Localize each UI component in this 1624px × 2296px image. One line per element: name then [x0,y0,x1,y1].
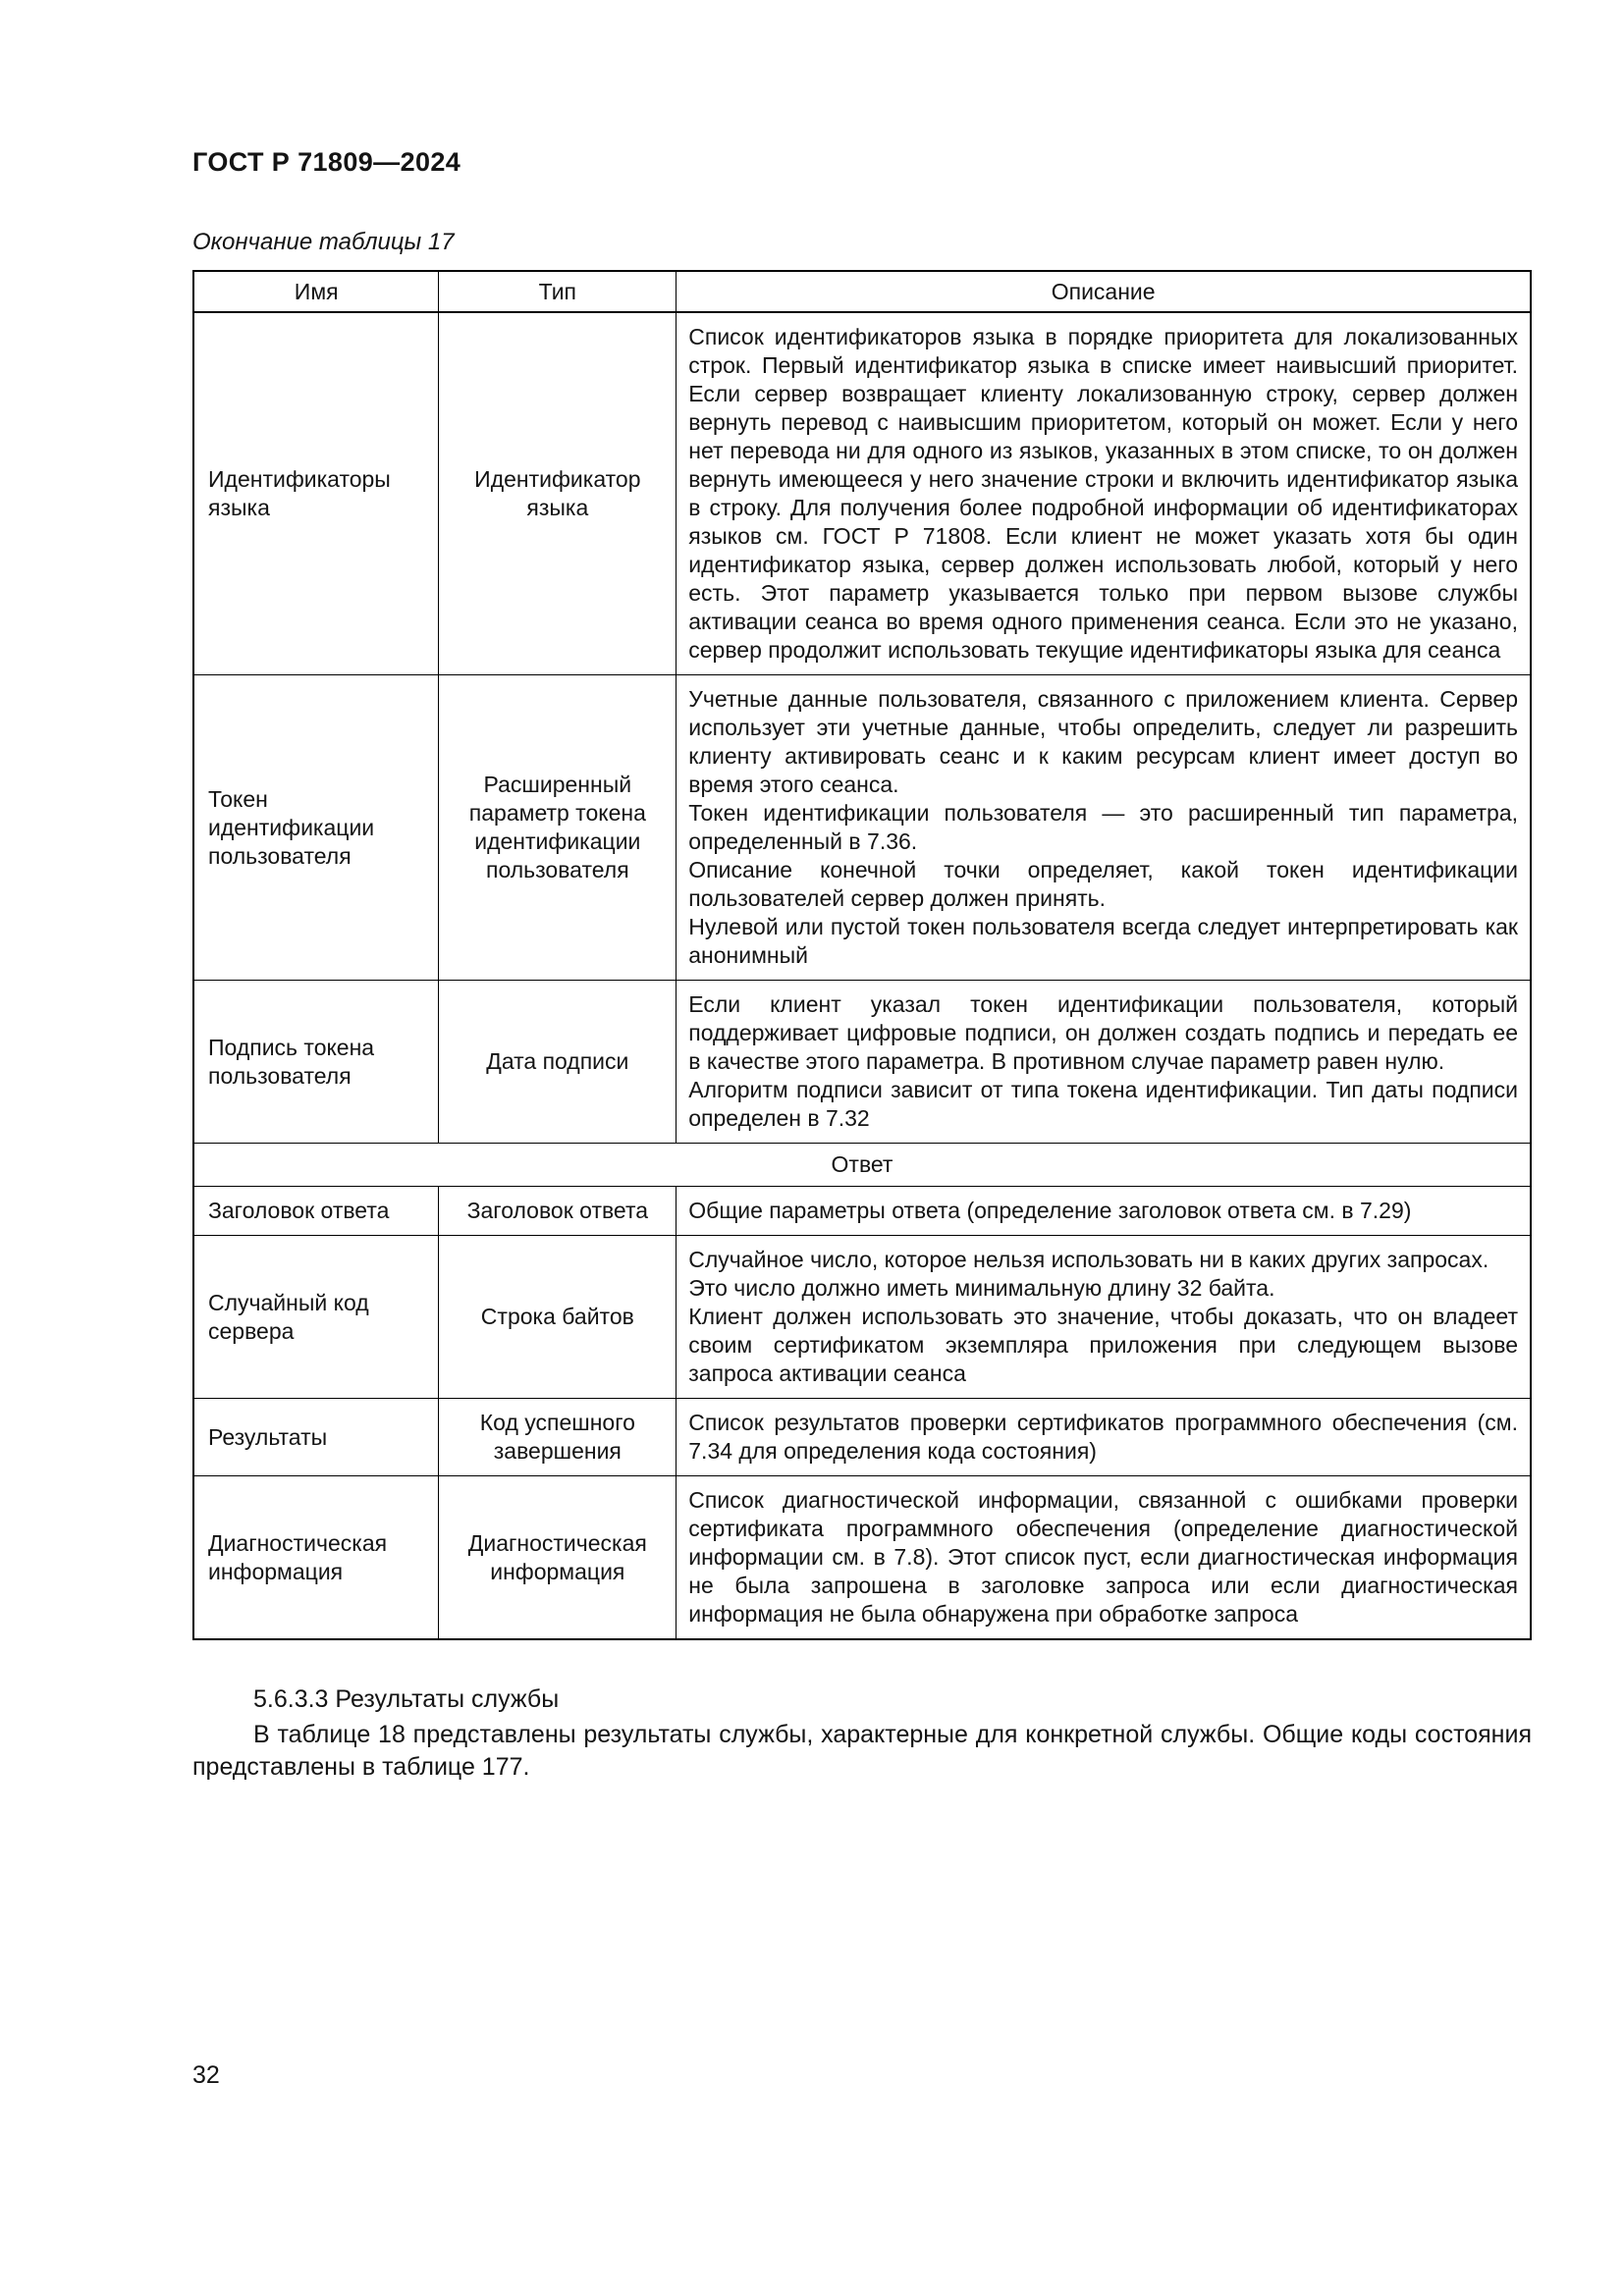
description-paragraph: Нулевой или пустой токен пользователя всегда следует интерпретировать как анонимный [688,914,1518,968]
table-header-row [193,271,1531,312]
cell-name: Токен идентификации пользователя [193,675,439,981]
cell-type: Диагностическая информация [439,1476,677,1640]
table-row [193,1476,1531,1640]
cell-description [677,1399,1531,1476]
document-header: ГОСТ Р 71809—2024 [192,147,461,177]
table-row [193,312,1531,675]
column-header-name: Имя [193,271,439,312]
section-heading: 5.6.3.3 Результаты службы [253,1685,560,1713]
cell-description [677,981,1531,1144]
description-paragraph: Список идентификаторов языка в порядке приоритета для локализованных строк. Первый идентификатор языка в списке имеет наивысший приоритет. Если сервер возвращает клиенту локализованную строку, сервер должен вернуть перевод с наивысшим приоритетом, который он может. Если у него нет перевода ни для одного из языков, указанных в этом списке, то он должен вернуть имеющееся у него значение строки и включить идентификатор языка в строку. Для получения более подробной информации об идентификаторах языков см. ГОСТ Р 71808. Если клиент не может указать хотя бы один идентификатор языка, сервер должен использовать любой, который у него есть. Этот параметр указывается только при первом вызове службы активации сеанса во время одного применения сеанса. Если это не указано, сервер продолжит использовать текущие идентификаторы языка для сеанса [688,324,1518,663]
cell-name: Подпись токена пользователя [193,981,439,1144]
cell-type: Заголовок ответа [439,1187,677,1236]
cell-type: Идентификатор языка [439,312,677,675]
description-paragraph: Случайное число, которое нельзя использовать ни в каких других запросах. [688,1247,1489,1272]
description-paragraph: Список результатов проверки сертификатов программного обеспечения (см. 7.34 для определения кода состояния) [688,1410,1518,1464]
cell-type: Код успешного завершения [439,1399,677,1476]
table-row [193,981,1531,1144]
page-content [192,147,1532,1784]
table-caption: Окончание таблицы 17 [192,229,455,255]
cell-name: Идентификаторы языка [193,312,439,675]
cell-name: Диагностическая информация [193,1476,439,1640]
description-paragraph: Алгоритм подписи зависит от типа токена идентификации. Тип даты подписи определен в 7.32 [688,1077,1518,1131]
body-paragraph: В таблице 18 представлены результаты службы, характерные для конкретной службы. Общие коды состояния представлены в таблице 177. [192,1721,1532,1781]
description-paragraph: Токен идентификации пользователя — это расширенный тип параметра, определенный в 7.36. [688,800,1518,854]
parameters-table [192,270,1532,1640]
cell-type: Строка байтов [439,1236,677,1399]
description-paragraph: Если клиент указал токен идентификации пользователя, который поддерживает цифровые подписи, он должен создать подпись и передать ее в качестве этого параметра. В противном случае параметр равен нулю. [688,991,1518,1074]
description-paragraph: Это число должно иметь минимальную длину 32 байта. [688,1275,1275,1301]
cell-description [677,1236,1531,1399]
table-row [193,1399,1531,1476]
description-paragraph: Учетные данные пользователя, связанного с приложением клиента. Сервер использует эти учетные данные, чтобы определить, следует ли разрешить клиенту активировать сеанс и к каким ресурсам клиент имеет доступ во время этого сеанса. [688,686,1518,797]
page-number: 32 [192,2061,220,2089]
cell-type: Дата подписи [439,981,677,1144]
description-paragraph: Список диагностической информации, связанной с ошибками проверки сертификата программного обеспечения (определение диагностической информации см. в 7.8). Этот список пуст, если диагностическая информация не была запрошена в заголовке запроса или если диагностическая информация не была обнаружена при обработке запроса [688,1487,1518,1627]
description-paragraph: Общие параметры ответа (определение заголовок ответа см. в 7.29) [688,1198,1412,1223]
cell-description [677,312,1531,675]
table-section-row [193,1144,1531,1187]
column-header-type: Тип [439,271,677,312]
cell-description [677,1187,1531,1236]
column-header-description: Описание [677,271,1531,312]
section-divider-label: Ответ [193,1144,1531,1187]
cell-description [677,675,1531,981]
cell-name: Результаты [193,1399,439,1476]
cell-name: Случайный код сервера [193,1236,439,1399]
cell-description [677,1476,1531,1640]
description-paragraph: Клиент должен использовать это значение, чтобы доказать, что он владеет своим сертификатом экземпляра приложения при следующем вызове запроса активации сеанса [688,1304,1518,1386]
table-row [193,675,1531,981]
description-paragraph: Описание конечной точки определяет, какой токен идентификации пользователей сервер должен принять. [688,857,1518,911]
cell-type: Расширенный параметр токена идентификации пользователя [439,675,677,981]
cell-name: Заголовок ответа [193,1187,439,1236]
table-row [193,1236,1531,1399]
after-table-text [192,1683,1532,1784]
table-row [193,1187,1531,1236]
